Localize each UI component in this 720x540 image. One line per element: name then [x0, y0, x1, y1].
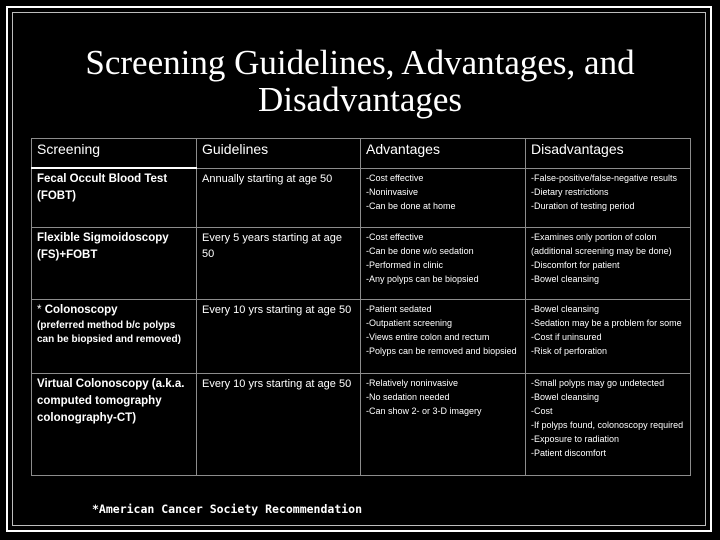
table-row	[32, 227, 691, 299]
disadvantage-item: -False-positive/false-negative results	[531, 172, 678, 183]
disadvantage-item: -Duration of testing period	[531, 200, 635, 211]
advantage-item: -Polyps can be removed and biopsied	[366, 345, 517, 356]
advantages-cell	[361, 299, 526, 373]
slide-title-line-2: Disadvantages	[257, 80, 463, 119]
screening-name: Colonoscopy	[44, 303, 118, 316]
disadvantage-item: -Dietary restrictions	[531, 186, 609, 197]
footnote: *American Cancer Society Recommendation	[92, 502, 363, 516]
advantage-item: -Can be done w/o sedation	[366, 245, 474, 256]
disadvantage-item: -Small polyps may go undetected	[531, 377, 665, 388]
table-row	[32, 373, 691, 475]
advantages-cell	[361, 227, 526, 299]
table-header-row	[32, 139, 691, 169]
advantage-item: -Performed in clinic	[366, 259, 444, 270]
advantage-item: -Can be done at home	[366, 200, 456, 211]
screening-cell	[32, 299, 197, 373]
guidelines-cell: Every 10 yrs starting at age 50	[197, 373, 361, 475]
advantage-item: -Patient sedated	[366, 303, 432, 314]
disadvantage-item: -Discomfort for patient	[531, 259, 620, 270]
disadvantage-item: -If polyps found, colonoscopy required	[531, 419, 684, 430]
screening-cell	[32, 168, 197, 227]
advantage-item: -Outpatient screening	[366, 317, 453, 328]
advantage-item: -Cost effective	[366, 172, 424, 183]
advantages-cell	[361, 168, 526, 227]
advantage-item: -Can show 2- or 3-D imagery	[366, 405, 482, 416]
screening-cell	[32, 373, 197, 475]
disadvantage-item: -Risk of perforation	[531, 345, 608, 356]
header-screening: Screening	[32, 139, 197, 169]
disadvantage-item: -Sedation may be a problem for some	[531, 317, 682, 328]
advantage-item: -Relatively noninvasive	[366, 377, 459, 388]
recommendation-star: *	[37, 303, 42, 316]
advantage-item: -Any polyps can be biopsied	[366, 273, 479, 284]
guidelines-cell: Every 5 years starting at age 50	[197, 227, 361, 299]
slide-title-line-1: Screening Guidelines, Advantages, and	[85, 43, 635, 82]
screening-name: Flexible Sigmoidoscopy (FS)+FOBT	[37, 231, 169, 261]
screening-note: (preferred method b/c polyps can be biopsied and removed)	[37, 319, 181, 345]
disadvantage-item: -Exposure to radiation	[531, 433, 620, 444]
advantages-cell	[361, 373, 526, 475]
disadvantage-item: -Bowel cleansing	[531, 391, 600, 402]
screening-name: Virtual Colonoscopy (a.k.a. computed tomography colonography-CT)	[37, 377, 185, 424]
disadvantages-cell	[526, 373, 691, 475]
header-guidelines: Guidelines	[197, 139, 361, 169]
disadvantages-cell	[526, 227, 691, 299]
header-disadvantages: Disadvantages	[526, 139, 691, 169]
screening-cell	[32, 227, 197, 299]
guidelines-cell: Annually starting at age 50	[197, 168, 361, 227]
advantage-item: -Cost effective	[366, 231, 424, 242]
disadvantage-item: -Cost if uninsured	[531, 331, 602, 342]
disadvantage-item: -Bowel cleansing	[531, 273, 600, 284]
table-row	[32, 299, 691, 373]
advantage-item: -No sedation needed	[366, 391, 450, 402]
guidelines-cell: Every 10 yrs starting at age 50	[197, 299, 361, 373]
disadvantage-item: -Patient discomfort	[531, 447, 607, 458]
disadvantages-cell	[526, 168, 691, 227]
screening-table	[31, 138, 691, 476]
header-advantages: Advantages	[361, 139, 526, 169]
advantage-item: -Noninvasive	[366, 186, 419, 197]
disadvantage-item: -Examines only portion of colon (additional screening may be done)	[531, 231, 672, 256]
table-row	[32, 168, 691, 227]
disadvantage-item: -Cost	[531, 405, 553, 416]
slide-title	[20, 44, 700, 118]
screening-name: Fecal Occult Blood Test (FOBT)	[37, 173, 168, 202]
disadvantage-item: -Bowel cleansing	[531, 303, 600, 314]
disadvantages-cell	[526, 299, 691, 373]
advantage-item: -Views entire colon and rectum	[366, 331, 490, 342]
